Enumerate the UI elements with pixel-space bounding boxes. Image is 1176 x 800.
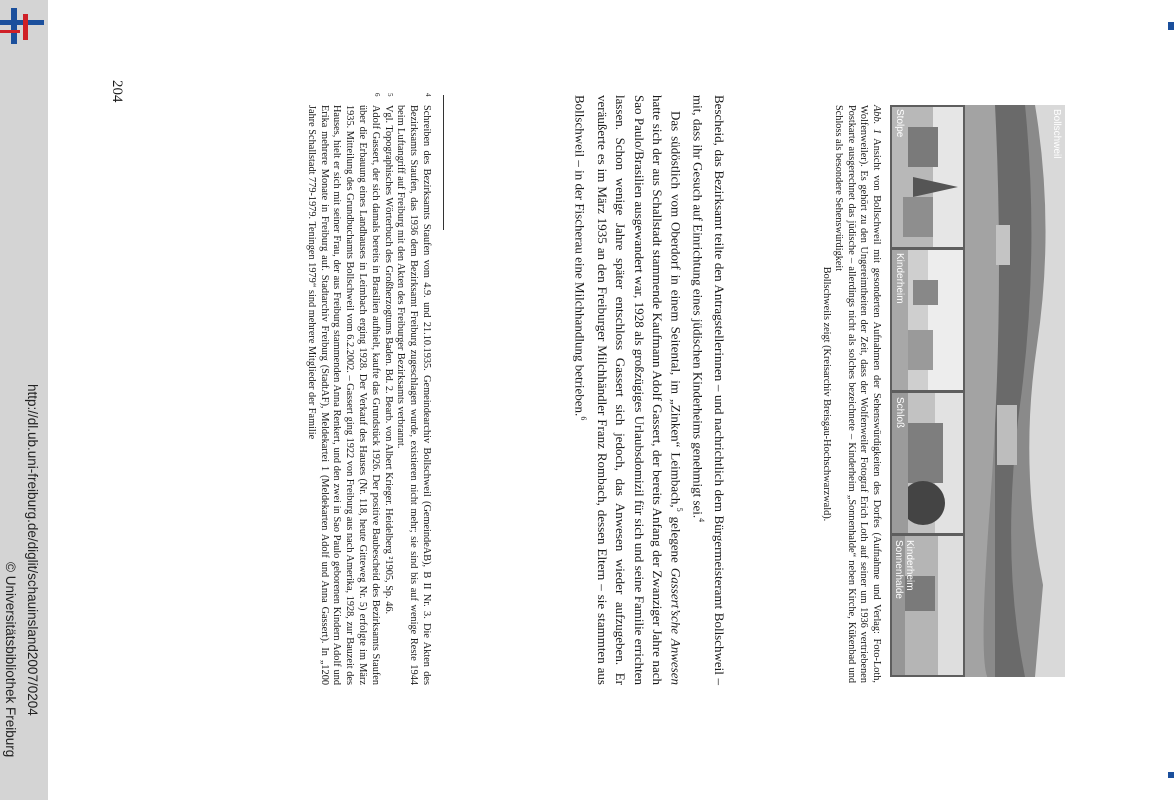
inset-label-2: Kinderheim: [894, 253, 905, 304]
page-edge-marks: [1166, 20, 1176, 780]
panorama-photo: [965, 105, 1065, 677]
page-number: 204: [109, 80, 125, 103]
inset-label-4: Kinderheim Sonnenhalde: [893, 540, 915, 599]
sidebar-text: [0, 0, 48, 800]
footnote-number: 5: [385, 93, 394, 97]
footnote-5: [381, 95, 394, 685]
postcard-photo: [890, 105, 1065, 677]
caption-label: Abb. 1: [871, 105, 882, 135]
inset-label-1: Stolpe: [894, 109, 905, 138]
paragraph-1-text: Bescheid, das Bezirksamt teilte den Antragstellerinnen – und nachrichtlich dem Bürgermeisteramt Bollschweil – mit, dass ihr Gesuch auf Einrichtung eines jüdischen Kinderheims genehmigt sei.: [690, 95, 727, 685]
paragraph-2: [571, 95, 688, 685]
footnote-ref-5[interactable]: 5: [674, 507, 684, 512]
source-url[interactable]: http://dl.ub.uni-freiburg.de/diglit/schauinsland2007/0204: [25, 384, 40, 716]
footnote-number: 6: [372, 93, 381, 97]
footnote-divider: [443, 95, 444, 230]
figure-caption: [819, 105, 882, 683]
footnote-text: Schreiben des Bezirksamts Staufen vom 4.9. und 21.10.1935. Gemeindearchiv Bollschweil (GemeindeAB), B II Nr. 3. Die Akten des Bezirksamts Staufen, das 1936 dem Bezirksamt Freiburg zugeschlagen wurde, existieren nicht mehr; sie sind bis auf wenige Reste 1944 beim Luftangriff auf Freiburg mit den Akten des Freiburger Bezirksamts verbrannt.: [395, 105, 432, 685]
body-text: [571, 95, 728, 685]
paragraph-2-text-a: Das südöstlich vom Oberdorf in einem Seitental, im „Zinken“ Leimbach,: [668, 111, 684, 508]
paragraph-2-text-c: hatte sich der aus Schallstadt stammende Kaufmann Adolf Gassert, der bereits Anfang der Zwanziger Jahre nach Sao Paulo/Brasilien ausgewandert war, 1928 als großzügiges Urlaubsdomizil für sich und seine Familie errichten lassen. Schon wenige Jahre später entschloss Gassert sich jedoch, das Anwesen wieder aufzugeben. Er veräußerte es im März 1935 an den Freiburger Milchhändler Franz Rombach, dessen Eltern – sie stammten aus Bollschweil – in der Fischerau eine Milchhandlung betrieben.: [573, 95, 666, 685]
footnote-4: [394, 95, 432, 685]
footnotes: [304, 95, 432, 685]
footnote-number: 4: [424, 93, 432, 97]
footnote-6: [304, 95, 381, 685]
scanned-page: [60, 40, 1160, 760]
photo-label-main: Bollschweil: [1051, 109, 1062, 159]
footnote-ref-6[interactable]: 6: [579, 416, 589, 421]
caption-last-line: Bollschweils zeigt (Kreisarchiv Breisgau-Hochschwarzwald).: [820, 266, 832, 522]
footnote-text: Vgl. Topographisches Wörterbuch des Großherzogtums Baden. Bd. 2. Bearb. von Albert Krieger. Heidelberg ²1905, Sp. 46.: [382, 105, 394, 615]
paragraph-1: [688, 95, 728, 685]
copyright-notice: © Universitätsbibliothek Freiburg: [3, 562, 18, 758]
footnote-ref-4[interactable]: 4: [696, 518, 706, 523]
viewer-sidebar: [0, 0, 48, 800]
caption-text: Ansicht von Bollschweil mit gesonderten Aufnahmen der Sehenswürdigkeiten des Dorfes (Aufnahme und Verlag: Foto-Loth, Wolfenweiler). Es gehört zu den Ungereimtheiten der Zeit, dass der Wolfenweiler Fotograf Erich Loth auf seiner um 1936 vertriebenen Postkarte ausgerechnet das jüdische – allerdings nicht als solches bezeichnete – Kinderheim „Sonnenhalde“ neben Kirche, Kükenbad und Schloss als besondere Sehenswürdigkeit: [833, 105, 882, 683]
footnote-text: Adolf Gassert, der sich damals bereits in Brasilien aufhielt, kaufte das Grundstück 1926. Der positive Baubescheid des Bezirksamts Staufen über die Erbauung eines Landhauses in Leimbach erging 1928. Der Verkauf des Hauses (Nr. 118, heute Gitteweg Nr. 5) erfolgte im März 1935. Mitteilung des Grundbuchamts Bollschweil vom 6.2.2002. – Gassert ging 1922 von Freiburg aus nach Amerika, 1928, zur Bauzeit des Hauses, hielt er sich mit seiner Frau, der aus Freiburg stammenden Anna Renkert, und den zwei in Sao Paulo geborenen Kindern Adolf und Erika mehrere Monate in Freiburg auf. Stadtarchiv Freiburg (StadtAF), Meldekartei 1 (Meldekarten Adolf und Anna Gassert). In „1200 Jahre Schallstadt 779-1979. Teningen 1979“ sind mehrere Mitglieder der Familie: [305, 105, 381, 685]
inset-label-3: Schloß: [894, 397, 905, 429]
paragraph-2-text-b: gelegene: [668, 511, 684, 568]
paragraph-2-italic: Gassert’sche Anwesen: [668, 567, 684, 686]
